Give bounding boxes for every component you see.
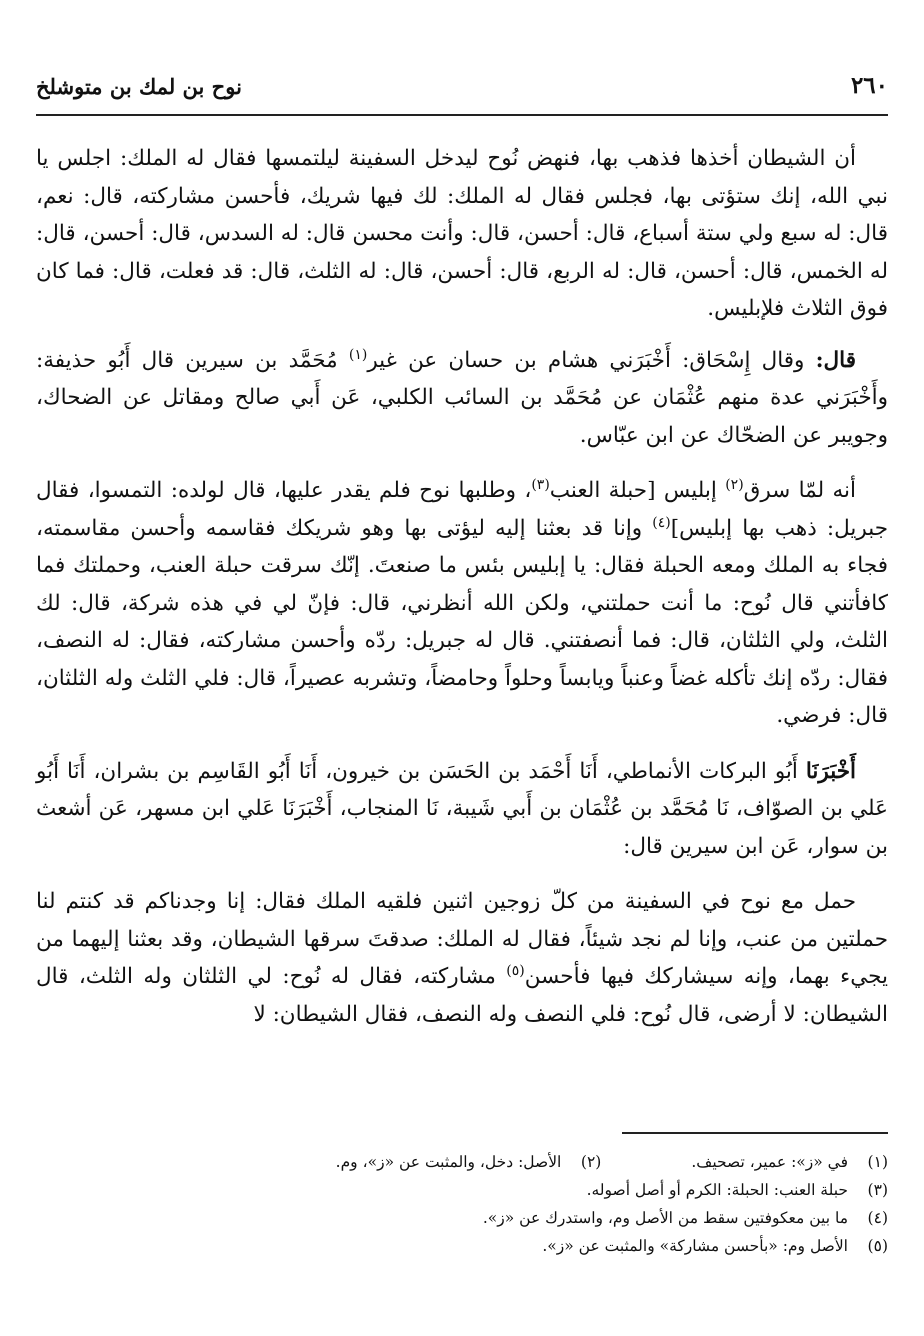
footnote-text: الأصل وم: «بأحسن مشاركة» والمثبت عن «ز». (542, 1237, 848, 1255)
paragraph-5-text-b: مشاركته، فقال له نُوح: لي الثلثان وله الثلث، قال الشيطان: لا أرضى، قال نُوح: فلي النصف وله النصف، فقال الشيطان: لا (36, 964, 888, 1027)
paragraph-2-text-b: مُحَمَّد بن سيرين قال أَبُو حذيفة: وأَخْبَرَني عدة منهم عُثْمَان عن مُحَمَّد بن السائب الكلبي، عَن أَبي صالح ومقاتل عن الضحاك، وجويبر عن الضحّاك عن ابن عبّاس. (36, 347, 888, 448)
paragraph-2 (36, 342, 888, 455)
footnote-ref-4: (٤) (652, 514, 671, 531)
paragraph-4 (36, 753, 888, 866)
running-title: نوح بن لمك بن متوشلخ (36, 74, 242, 99)
paragraph-3-text-b: إبليس [حبلة العنب (549, 478, 726, 503)
footnote-number: (١) (867, 1153, 888, 1171)
paragraph-1-text: أن الشيطان أخذها فذهب بها، فنهض نُوح ليدخل السفينة ليلتمسها فقال له الملك: اجلس يا نبي الله، إنك ستؤتى بها، فجلس فقال له الملك: لك فيها شريك، فأحسن مشاركته، قال: نعم، قال: له سبع ولي ستة أسباع، قال: أحسن، قال: وأنت محسن قال: له السدس، قال: أحسن، قال: له الخمس، قال: أحسن، قال: له الربع، قال: أحسن، قال: له الثلث، قال: قد فعلت، قال: فما كان فوق الثلاث فلإبليس. (36, 146, 888, 321)
paragraph-2-label: قال: (815, 347, 856, 373)
footnote-text: في «ز»: عمير، تصحيف. (691, 1153, 848, 1171)
page-number: ٢٦٠ (850, 72, 888, 99)
footnote-number: (٢) (580, 1153, 602, 1171)
footnote-number: (٥) (867, 1237, 888, 1255)
footnote-ref-1: (١) (348, 346, 368, 363)
paragraph-1 (36, 140, 888, 328)
footnote-line-3 (80, 1176, 888, 1204)
paragraph-3-text-d: وإنا قد بعثنا إليه ليؤتى بها وهو شريكك فقاسمه وأحسن مقاسمته، فجاء به الملك ومعه الحبلة فقال: يا إبليس بئس ما صنعتَ. إنّك سرقت حبلة العنب، وحملتك فما كافأتني قال نُوح: ما أنت حملتني، ولكن الله أنظرني، قال: فإنّ لي في هذه شركة، قال: لك الثلث، ولي الثلثان، قال: فما أنصفتني. قال له جبريل: ردّه وأحسن مشاركته، فقال: له النصف، فقال: ردّه إنك تأكله غضاً وعنباً ويابساً وحلواً وحامضاً، وتشربه عصيراً، قال: فلي الثلث وله الثلثان، قال: فرضي. (36, 515, 888, 728)
footnotes (80, 1148, 888, 1260)
main-text (36, 140, 888, 1033)
footnote-ref-3: (٣) (531, 476, 550, 493)
paragraph-3 (36, 472, 888, 735)
footnote-line-4 (80, 1204, 888, 1232)
footnote-text: ما بين معكوفتين سقط من الأصل وم، واستدرك عن «ز». (482, 1209, 848, 1227)
footnote-line-1-2 (80, 1148, 888, 1176)
paragraph-5 (36, 883, 888, 1033)
paragraph-3-text-a: أنه لمّا سرق (743, 478, 856, 503)
footnote-line-5 (80, 1232, 888, 1260)
paragraph-4-text: أَبُو البركات الأنماطي، أَنَا أَحْمَد بن الحَسَن بن خيرون، أَنَا أَبُو القَاسِم بن بشران، أَنَا أَبُو عَلي بن الصوّاف، نَا مُحَمَّد بن عُثْمَان بن أَبي شَيبة، نَا المنجاب، أَخْبَرَنَا عَلي ابن مسهر، عَن أشعث بن سوار، عَن ابن سيرين قال: (36, 758, 888, 859)
paragraph-3-text-c: ، وطلبها نوح فلم يقدر عليها، قال لولده: التمسوا، فقال جبريل: ذهب بها إبليس] (36, 478, 889, 541)
footnote-ref-2: (٢) (725, 476, 744, 493)
footnote-text: الأصل: دخل، والمثبت عن «ز»، وم. (335, 1153, 562, 1171)
paragraph-2-text-a: وقال إِسْحَاق: أَخْبَرَني هشام بن حسان عن غير (367, 347, 816, 373)
paragraph-5-text-a: حمل مع نوح في السفينة من كلّ زوجين اثنين فلقيه الملك فقال: إنا وجدناكم قد كنتم لنا حملتين من عنب، وإنا لم نجد شيئاً، فقال له الملك: صدقتَ سرقها الشيطان، وقد بعثنا إليهما من يجيء بهما، وإنه سيشاركك فيها فأحسن (36, 889, 889, 989)
paragraph-4-label: أَخْبَرَنَا (805, 758, 856, 784)
footnote-ref-5: (٥) (506, 962, 525, 979)
page-header (36, 70, 888, 116)
footnote-divider (622, 1132, 888, 1134)
footnote-number: (٤) (867, 1209, 888, 1227)
footnote-text: حبلة العنب: الحبلة: الكرم أو أصل أصوله. (586, 1181, 848, 1199)
footnote-number: (٣) (867, 1181, 888, 1199)
